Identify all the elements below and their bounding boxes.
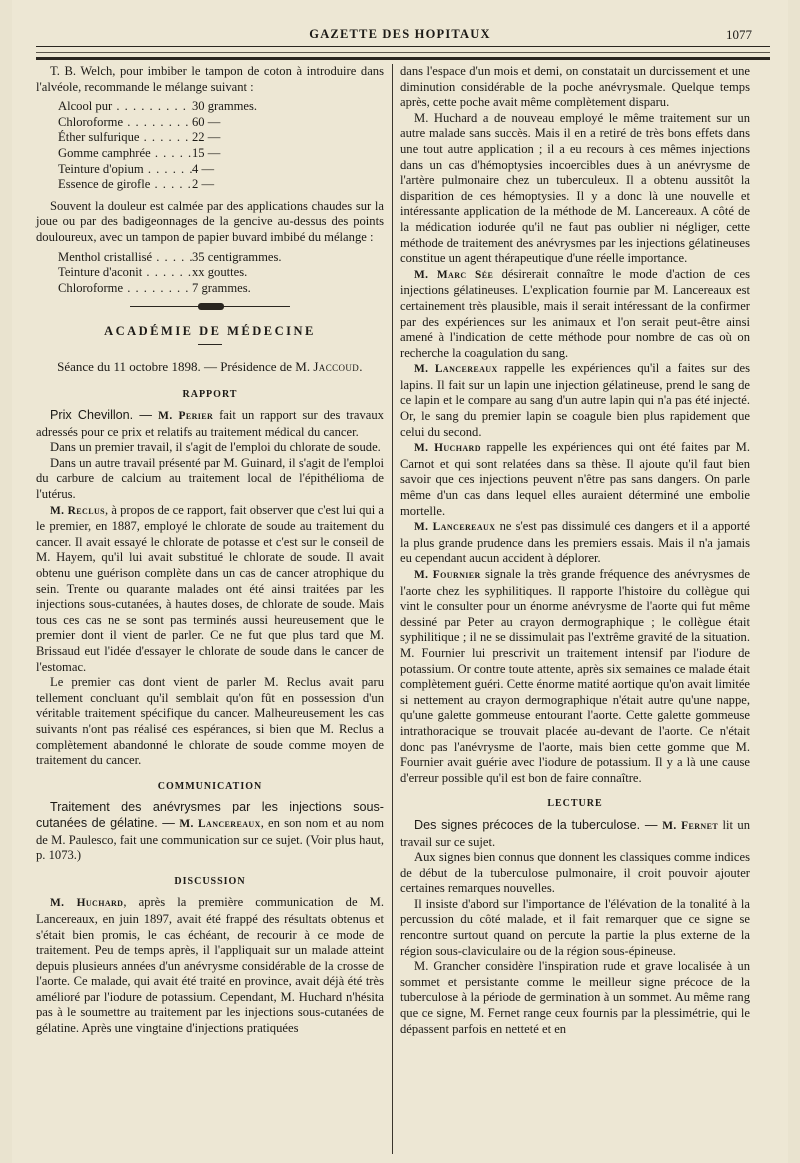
- header-rule-thin: [36, 52, 770, 53]
- recipe-2: [58, 250, 318, 297]
- recipe-line: [58, 162, 318, 178]
- ingredient-name: Chloroforme . . .: [58, 281, 192, 297]
- paragraph-continued: dans l'espace d'un mois et demi, on constatait un durcissement et une diminution considérable de la poche anévrysmale. Quelque temps après, cette poche avait même complètement disparu.: [400, 64, 750, 110]
- paragraph-prix: [36, 408, 384, 440]
- recipe-line: [58, 115, 318, 131]
- ingredient-qty: xx gouttes.: [192, 265, 248, 280]
- recipe-line: [58, 130, 318, 146]
- section-ornament: [130, 304, 290, 310]
- paragraph-text: lit un travail sur ce sujet.: [400, 817, 751, 849]
- article-title: Traitement des anévrysmes par les injections sous-cutanées de gélatine. —: [36, 800, 384, 830]
- ingredient-qty: 60 —: [192, 114, 221, 129]
- speaker-name: M. Fernet: [662, 819, 719, 832]
- paragraph-text: ne s'est pas dissimulé ces dangers et il a apporté la plus grande prudence dans les premiers essais. Mais il n'a jamais eu cependant aucun accident à déplorer.: [400, 519, 750, 566]
- article-title: Prix Chevillon. —: [50, 408, 159, 423]
- ingredient-name: Teinture d'opium . . .: [58, 162, 192, 178]
- paragraph-reclus: [36, 503, 384, 676]
- seance-date: Séance du 11 octobre 1898. — Présidence de M.: [57, 358, 314, 374]
- recipe-line: [58, 265, 318, 281]
- recipe-1: [58, 99, 318, 193]
- subheading-communication: COMMUNICATION: [157, 780, 263, 792]
- paragraph: Dans un premier travail, il s'agit de l'emploi du chlorate de soude.: [50, 440, 381, 455]
- ingredient-name: Essence de girofle . . .: [58, 177, 192, 193]
- newspaper-page: [12, 0, 788, 1163]
- ingredient-qty: 35 centigrammes.: [192, 249, 282, 264]
- ingredient-name: Alcool pur . . .: [58, 99, 192, 115]
- column-separator: [392, 64, 393, 1154]
- left-column: [36, 64, 384, 1037]
- header-rule-thick: [36, 57, 770, 60]
- paragraph-text: signale la très grande fréquence des anévrysmes de l'aorte chez les syphilitiques. Il rapporte l'histoire du collègue qui vint le consulter pour un énorme anévrysme de l'aorte qui fut même dessiné par Peter au crayon dermographique ; le collègue était syphilitique ; il ne se dissimulait pas l'extrême gravité de la situation. M. Fournier lui prescrivit un traitement intensif par l'iodure de potassium. Or contre toute attente, après six semaines ce malade était complètement guéri. Cette énorme matité aortique qu'on avait limitée si nettement au crayon dermographique n'était autre qu'une nappe, qu'une galette gommeuse entourant l'aorte. Cette galette gommeuse intrathoracique se trouvait placée au-devant de l'aorte. Ce n'était donc pas l'anévrysme de l'aorte, mais bien cette gomme que M. Fournier avait guérie avec l'iodure de potassium. Il y a là une cause d'erreur possible qu'il est bon de faire connaître.: [400, 567, 750, 785]
- ingredient-qty: 7 grammes.: [192, 280, 251, 295]
- paragraph-anevrysmes: [36, 800, 384, 863]
- recipe-line: [58, 99, 318, 115]
- speaker-name: M. Huchard: [50, 897, 124, 910]
- subheading-rapport: RAPPORT: [182, 388, 238, 400]
- speaker-name: M. Lancereaux: [414, 363, 498, 376]
- ingredient-qty: 2 —: [192, 177, 215, 192]
- seance-line: [36, 359, 384, 375]
- page-number: 1077: [726, 27, 752, 42]
- speaker-name: M. Perier: [158, 410, 214, 423]
- speaker-name: M. Huchard: [414, 442, 481, 455]
- paragraph: Le premier cas dont vient de parler M. Reclus avait paru tellement concluant qu'il semblait qu'on fût en possession d'un véritable traitement spécifique du cancer. Malheureusement les cas suivants n'ont pas réalisé ces espérances, si bien que M. Reclus a complètement abandonné le chlorate de soude comme moyen de traitement du cancer.: [36, 675, 384, 768]
- paragraph: Aux signes bien connus que donnent les classiques comme indices de début de la tuberculose pulmonaire, il croit pouvoir ajouter certaines remarques nouvelles.: [400, 850, 750, 896]
- paragraph: M. Grancher considère l'inspiration rude et grave localisée à un sommet et persistante comme le meilleur signe précoce de la tuberculose à la période de germination à un sommet. Au même rang que ce signe, M. Fernet range ceux fournis par la plessimétrie, qui le dépassent parfois en netteté et en: [400, 959, 750, 1036]
- seance-president: Jaccoud.: [313, 358, 363, 374]
- recipe-line: [58, 281, 318, 297]
- intro-paragraph: T. B. Welch, pour imbiber le tampon de coton à introduire dans l'alvéole, recommande le mélange suivant :: [36, 64, 384, 94]
- paragraph-text: rappelle les expériences qui ont été faites par M. Carnot et qui sont relatées dans sa thèse. Il ajoute qu'il faut bien savoir que ces injections peuvent n'être pas sans dangers. On parle même d'un cas dans lequel elles auraient déterminé une embolie mortelle.: [400, 440, 750, 518]
- paragraph-huchard: [36, 895, 384, 1036]
- speaker-name: M. Lancereaux: [414, 521, 496, 534]
- speaker-name: M. Fournier: [414, 569, 481, 581]
- paragraph-text: rappelle les expériences qu'il a faites sur des lapins. Il fait sur un lapin une injection gélatineuse, prend le sang de ce lapin et le compare au sang d'un autre lapin qui n'a pas été injecté. Or, le sang du premier lapin se coagule bien plus rapidement que celui du second.: [400, 361, 751, 439]
- speaker-name: M. Marc Sée: [414, 268, 494, 281]
- subheading-discussion: DISCUSSION: [174, 875, 246, 887]
- section-heading-academie: ACADÉMIE DE MÉDECINE: [104, 324, 316, 339]
- recipe-line: [58, 177, 318, 193]
- paragraph: Dans un autre travail présenté par M. Guinard, il s'agit de l'emploi du carbure de calcium au traitement local de l'épithélioma de l'utérus.: [36, 455, 384, 502]
- paragraph-see: [400, 267, 750, 362]
- paragraph-tuberculose: [400, 818, 750, 850]
- ingredient-name: Chloroforme . . .: [58, 115, 192, 131]
- ingredient-qty: 15 —: [192, 145, 221, 160]
- paragraph-text: , en son nom et au nom de M. Paulesco, fait une communication sur ce sujet. (Voir plus haut, p. 1073.): [36, 815, 384, 863]
- paragraph-text: fait un rapport sur des travaux adressés pour ce prix et relatifs au traitement médical du cancer.: [36, 408, 384, 439]
- speaker-name: M. Reclus: [50, 504, 105, 517]
- journal-title: GAZETTE DES HOPITAUX: [309, 27, 491, 41]
- paragraph-fournier: [400, 567, 750, 786]
- speaker-name: M. Lancereaux: [179, 817, 261, 830]
- paragraph: Il insiste d'abord sur l'importance de l'élévation de la tonalité à la percussion du côté malade, et il fait remarquer que ce signe se rencontre surtout quand on percute la partie la plus externe de la région sous-claviculaire ou de la région sous-épineuse.: [400, 896, 750, 958]
- ingredient-qty: 4 —: [192, 161, 215, 176]
- header-rule: [36, 46, 770, 47]
- ingredient-name: Teinture d'aconit . . .: [58, 265, 192, 281]
- subheading-lecture: LECTURE: [547, 798, 603, 810]
- right-column: [400, 64, 750, 1037]
- ingredient-qty: 30 grammes.: [192, 99, 258, 114]
- recipe-line: [58, 146, 318, 162]
- recipe-line: [58, 250, 318, 266]
- short-rule: [198, 344, 222, 345]
- paragraph: Souvent la douleur est calmée par des applications chaudes sur la joue ou par des badigeonnages de la gencive au-dessus des points douloureux, avec un tampon de papier buvard imbibé du mélange :: [36, 198, 384, 244]
- paragraph-text: , après la première communication de M. Lancereaux, en juin 1897, avait été frappé des résultats obtenus et s'était bien promis, le cas échéant, de recourir à ce mode de traitement. Peu de temps après, il l'appliquait sur un malade atteint depuis plusieurs années d'un anévrysme considérable de la crosse de l'aorte. Ce malade, qui avait été traité en province, avait déjà été très amélioré par l'iodure de potassium. Cependant, M. Huchard n'hésita pas à le soumettre au traitement par les injections sous-cutanées de gélatine. Après une vingtaine d'injections pratiquées: [36, 895, 384, 1036]
- ingredient-qty: 22 —: [192, 130, 221, 145]
- ingredient-name: Menthol cristallisé . . .: [58, 250, 192, 266]
- paragraph: M. Huchard a de nouveau employé le même traitement sur un autre malade sans succès. Mais il en a retiré de très bons effets dans une tout autre application ; il a eu recours à ces mêmes injections dans un cas d'hémoptysies incoercibles dues à un anévrysme de l'artère pulmonaire chez un tuberculeux. Il a obtenu aussitôt la disparition de ces hémoptysies. Il y a donc là une nouvelle et intéressante application de la méthode de M. Lancereaux. A côté de la médication iodurée qu'il ne faut pas oublier ni négliger, cette méthode de traitement des anévrysmes par les injections gélatineuses constitue un agent thérapeutique d'une réelle importance.: [400, 110, 750, 266]
- ingredient-name: Éther sulfurique . . .: [58, 130, 192, 146]
- paragraph-huchard-2: [400, 440, 750, 519]
- paragraph-text: , à propos de ce rapport, fait observer que c'est lui qui a le premier, en 1887, employé le chlorate de soude au traitement du cancer. Il avait essayé le chlorate de potasse et c'est sur le conseil de M. Hayem, qu'il lui avait substitué le chlorate de soude. Il avait obtenu une guérison complète dans un cas de cancer atrophique du sein. Trente ou quarante malades ont été ainsi traitées par les injections sous-cutanées, à hautes doses, de chlorate de soude. Mais tous ces cas ne se sont pas terminés aussi heureusement que le premier dont il vient de parler. Ce ne fut que plus tard que M. Brissaud eut l'idée d'essayer le chlorate de soude dans le cancer de l'estomac.: [36, 502, 384, 674]
- paragraph-lancereaux-2: [400, 519, 750, 567]
- paragraph-lancereaux: [400, 361, 750, 440]
- ingredient-name: Gomme camphrée . . .: [58, 146, 192, 162]
- running-head: [32, 27, 768, 43]
- article-title: Des signes précoces de la tuberculose. —: [414, 817, 663, 832]
- paragraph-text: désirerait connaître le mode d'action de ces injections gélatineuses. L'explication fournie par M. Lancereaux est certainement très plausible, mais il serait intéressant de la confirmer par des expériences sur les animaux et l'on serait peut-être ainsi amené à l'indication de cette méthode pour nombre de cas où on recherche la coagulation du sang.: [400, 266, 750, 360]
